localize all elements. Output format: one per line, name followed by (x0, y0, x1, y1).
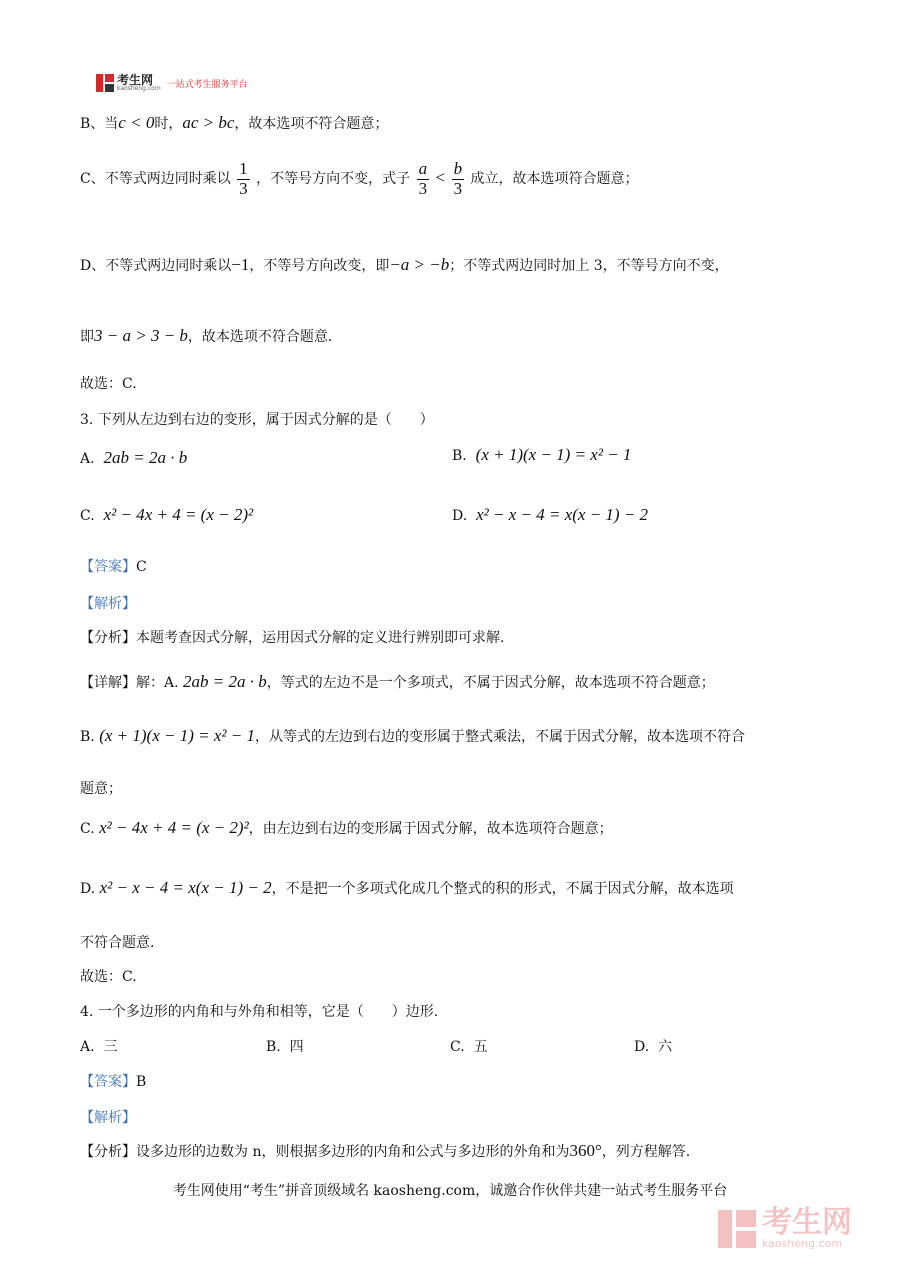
q3-option-b: B. (x + 1)(x − 1) = x² − 1 (452, 445, 632, 464)
q3-option-c: C. x² − 4x + 4 = (x − 2)² (80, 505, 254, 524)
q3-fenxi: 【分析】本题考查因式分解，运用因式分解的定义进行辨别即可求解. (80, 630, 505, 646)
q3-choice: 故选：C. (80, 969, 137, 985)
logo-slogan: 一站式考生服务平台 (166, 79, 248, 90)
q2-option-d-explanation-cont: 即3 − a > 3 − b，故本选项不符合题意. (80, 326, 333, 345)
logo-domain: kaosheng.com (117, 85, 161, 92)
q3-detail-b: B. (x + 1)(x − 1) = x² − 1，从等式的左边到右边的变形属于整式乘法，不属于因式分解，故本选项不符合 (80, 726, 745, 745)
q4-option-d: D. 六 (634, 1039, 673, 1055)
q3-detail-d: D. x² − x − 4 = x(x − 1) − 2，不是把一个多项式化成几个整式的积的形式，不属于因式分解，故本选项 (80, 878, 734, 897)
fraction-a-third: $\frac{a}{3}$ (418, 159, 428, 198)
q2-option-b-explanation: B、当c < 0时，ac > bc，故本选项不符合题意； (80, 113, 389, 132)
q4-option-c: C. 五 (450, 1039, 488, 1055)
fraction-b-third: $\frac{b}{3}$ (453, 159, 463, 198)
fraction-one-third: $\frac{1}{3}$ (239, 159, 248, 198)
q3-analysis-label: 【解析】 (80, 596, 136, 612)
logo-name: 考生网 (117, 73, 154, 87)
watermark-icon (718, 1210, 756, 1248)
logo-icon (96, 74, 114, 92)
q4-fenxi: 【分析】设多边形的边数为 n，则根据多边形的内角和公式与多边形的外角和为360°，列方程解答. (80, 1141, 691, 1160)
q3-option-a: A. 2ab = 2a · b (80, 448, 188, 467)
watermark-domain: kaosheng.com (762, 1237, 843, 1250)
header-logo (96, 72, 248, 94)
q2-choice: 故选：C. (80, 376, 137, 392)
q4-answer: 【答案】B (80, 1074, 147, 1090)
page-footer: 考生网使用“考生”拼音顶级域名 kaosheng.com，诚邀合作伙伴共建一站式考生服务平台 (172, 1183, 728, 1199)
q4-option-b: B. 四 (266, 1039, 304, 1055)
q4-analysis-label: 【解析】 (80, 1110, 136, 1126)
q4-option-a: A. 三 (80, 1039, 118, 1055)
q3-answer: 【答案】C (80, 559, 147, 575)
q3-detail-b-cont: 题意； (80, 781, 122, 797)
q3-detail-d-cont: 不符合题意. (80, 935, 155, 951)
q2-option-d-explanation: D、不等式两边同时乘以−1，不等号方向改变，即−a > −b；不等式两边同时加上 3，不等号方向不变， (80, 255, 729, 274)
q3-option-d: D. x² − x − 4 = x(x − 1) − 2 (452, 505, 649, 524)
watermark-logo (718, 1205, 852, 1250)
q3-stem: 3. 下列从左边到右边的变形，属于因式分解的是（ ） (80, 412, 434, 428)
q4-stem: 4. 一个多边形的内角和与外角和相等，它是（ ）边形. (80, 1004, 439, 1020)
watermark-name: 考生网 (762, 1205, 852, 1240)
q3-detail-a: 【详解】解：A. 2ab = 2a · b，等式的左边不是一个多项式，不属于因式分解，故本选项不符合题意； (80, 672, 715, 691)
q3-detail-c: C. x² − 4x + 4 = (x − 2)²，由左边到右边的变形属于因式分解，故本选项符合题意； (80, 818, 613, 837)
q2-option-c-explanation: C、不等式两边同时乘以 $\frac{1}{3}$ ，不等号方向不变，式子 $\frac{a}{3}$ < $\frac{b}{3}$ 成立，故本选项符合题意； (80, 159, 639, 198)
